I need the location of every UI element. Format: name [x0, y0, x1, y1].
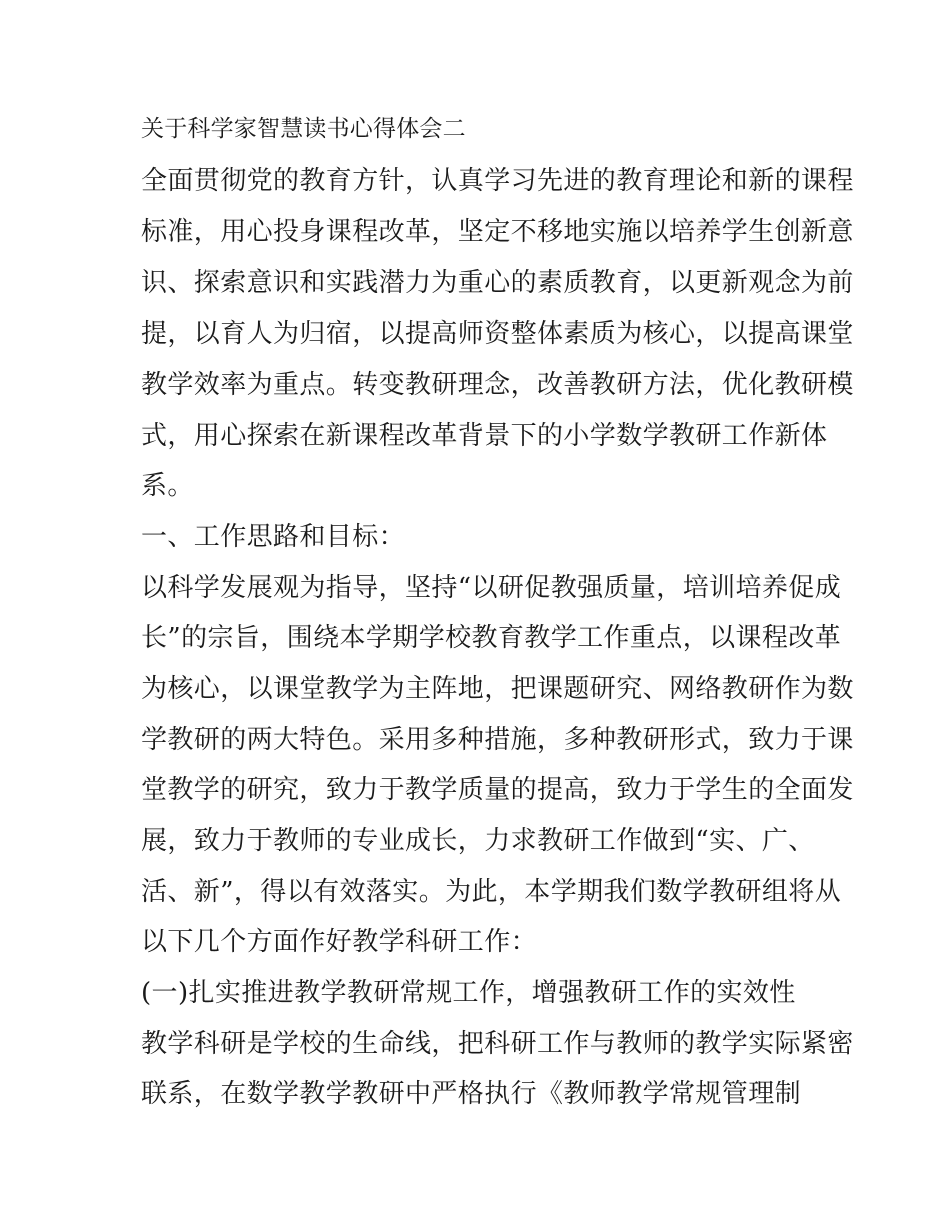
- body-line: 以科学发展观为指导，坚持“以研促教强质量，培训培养促成: [141, 573, 842, 603]
- body-line: 展，致力于教师的专业成长，力求教研工作做到“实、广、: [141, 826, 815, 856]
- body-line: 全面贯彻党的教育方针，认真学习先进的教育理论和新的课程: [141, 166, 854, 196]
- body-line: 联系，在数学教学教研中严格执行《教师教学常规管理制: [141, 1079, 802, 1109]
- body-line: 标准，用心投身课程改革，坚定不移地实施以培养学生创新意: [141, 217, 854, 247]
- body-line: 长”的宗旨，围绕本学期学校教育教学工作重点，以课程改革: [141, 623, 842, 653]
- body-line: 系。: [141, 471, 194, 501]
- body-line: 教学效率为重点。转变教研理念，改善教研方法，优化教研模: [141, 370, 854, 400]
- body-line: 活、新”，得以有效落实。为此，本学期我们数学教研组将从: [141, 877, 842, 907]
- body-line: 式，用心探索在新课程改革背景下的小学数学教研工作新体: [141, 421, 828, 451]
- body-line: 以下几个方面作好教学科研工作：: [141, 927, 538, 957]
- body-line: 堂教学的研究，致力于教学质量的提高，致力于学生的全面发: [141, 775, 854, 805]
- document-title: 关于科学家智慧读书心得体会二: [141, 116, 466, 142]
- section-heading: 一、工作思路和目标：: [141, 522, 406, 552]
- body-line: 提，以育人为归宿，以提高师资整体素质为核心，以提高课堂: [141, 319, 854, 349]
- body-line: 为核心，以课堂教学为主阵地，把课题研究、网络教研作为数: [141, 674, 854, 704]
- subsection-heading: (一)扎实推进教学教研常规工作，增强教研工作的实效性: [141, 978, 796, 1008]
- body-line: 学教研的两大特色。采用多种措施，多种教研形式，致力于课: [141, 725, 854, 755]
- body-line: 教学科研是学校的生命线，把科研工作与教师的教学实际紧密: [141, 1029, 854, 1059]
- body-line: 识、探索意识和实践潜力为重心的素质教育，以更新观念为前: [141, 268, 854, 298]
